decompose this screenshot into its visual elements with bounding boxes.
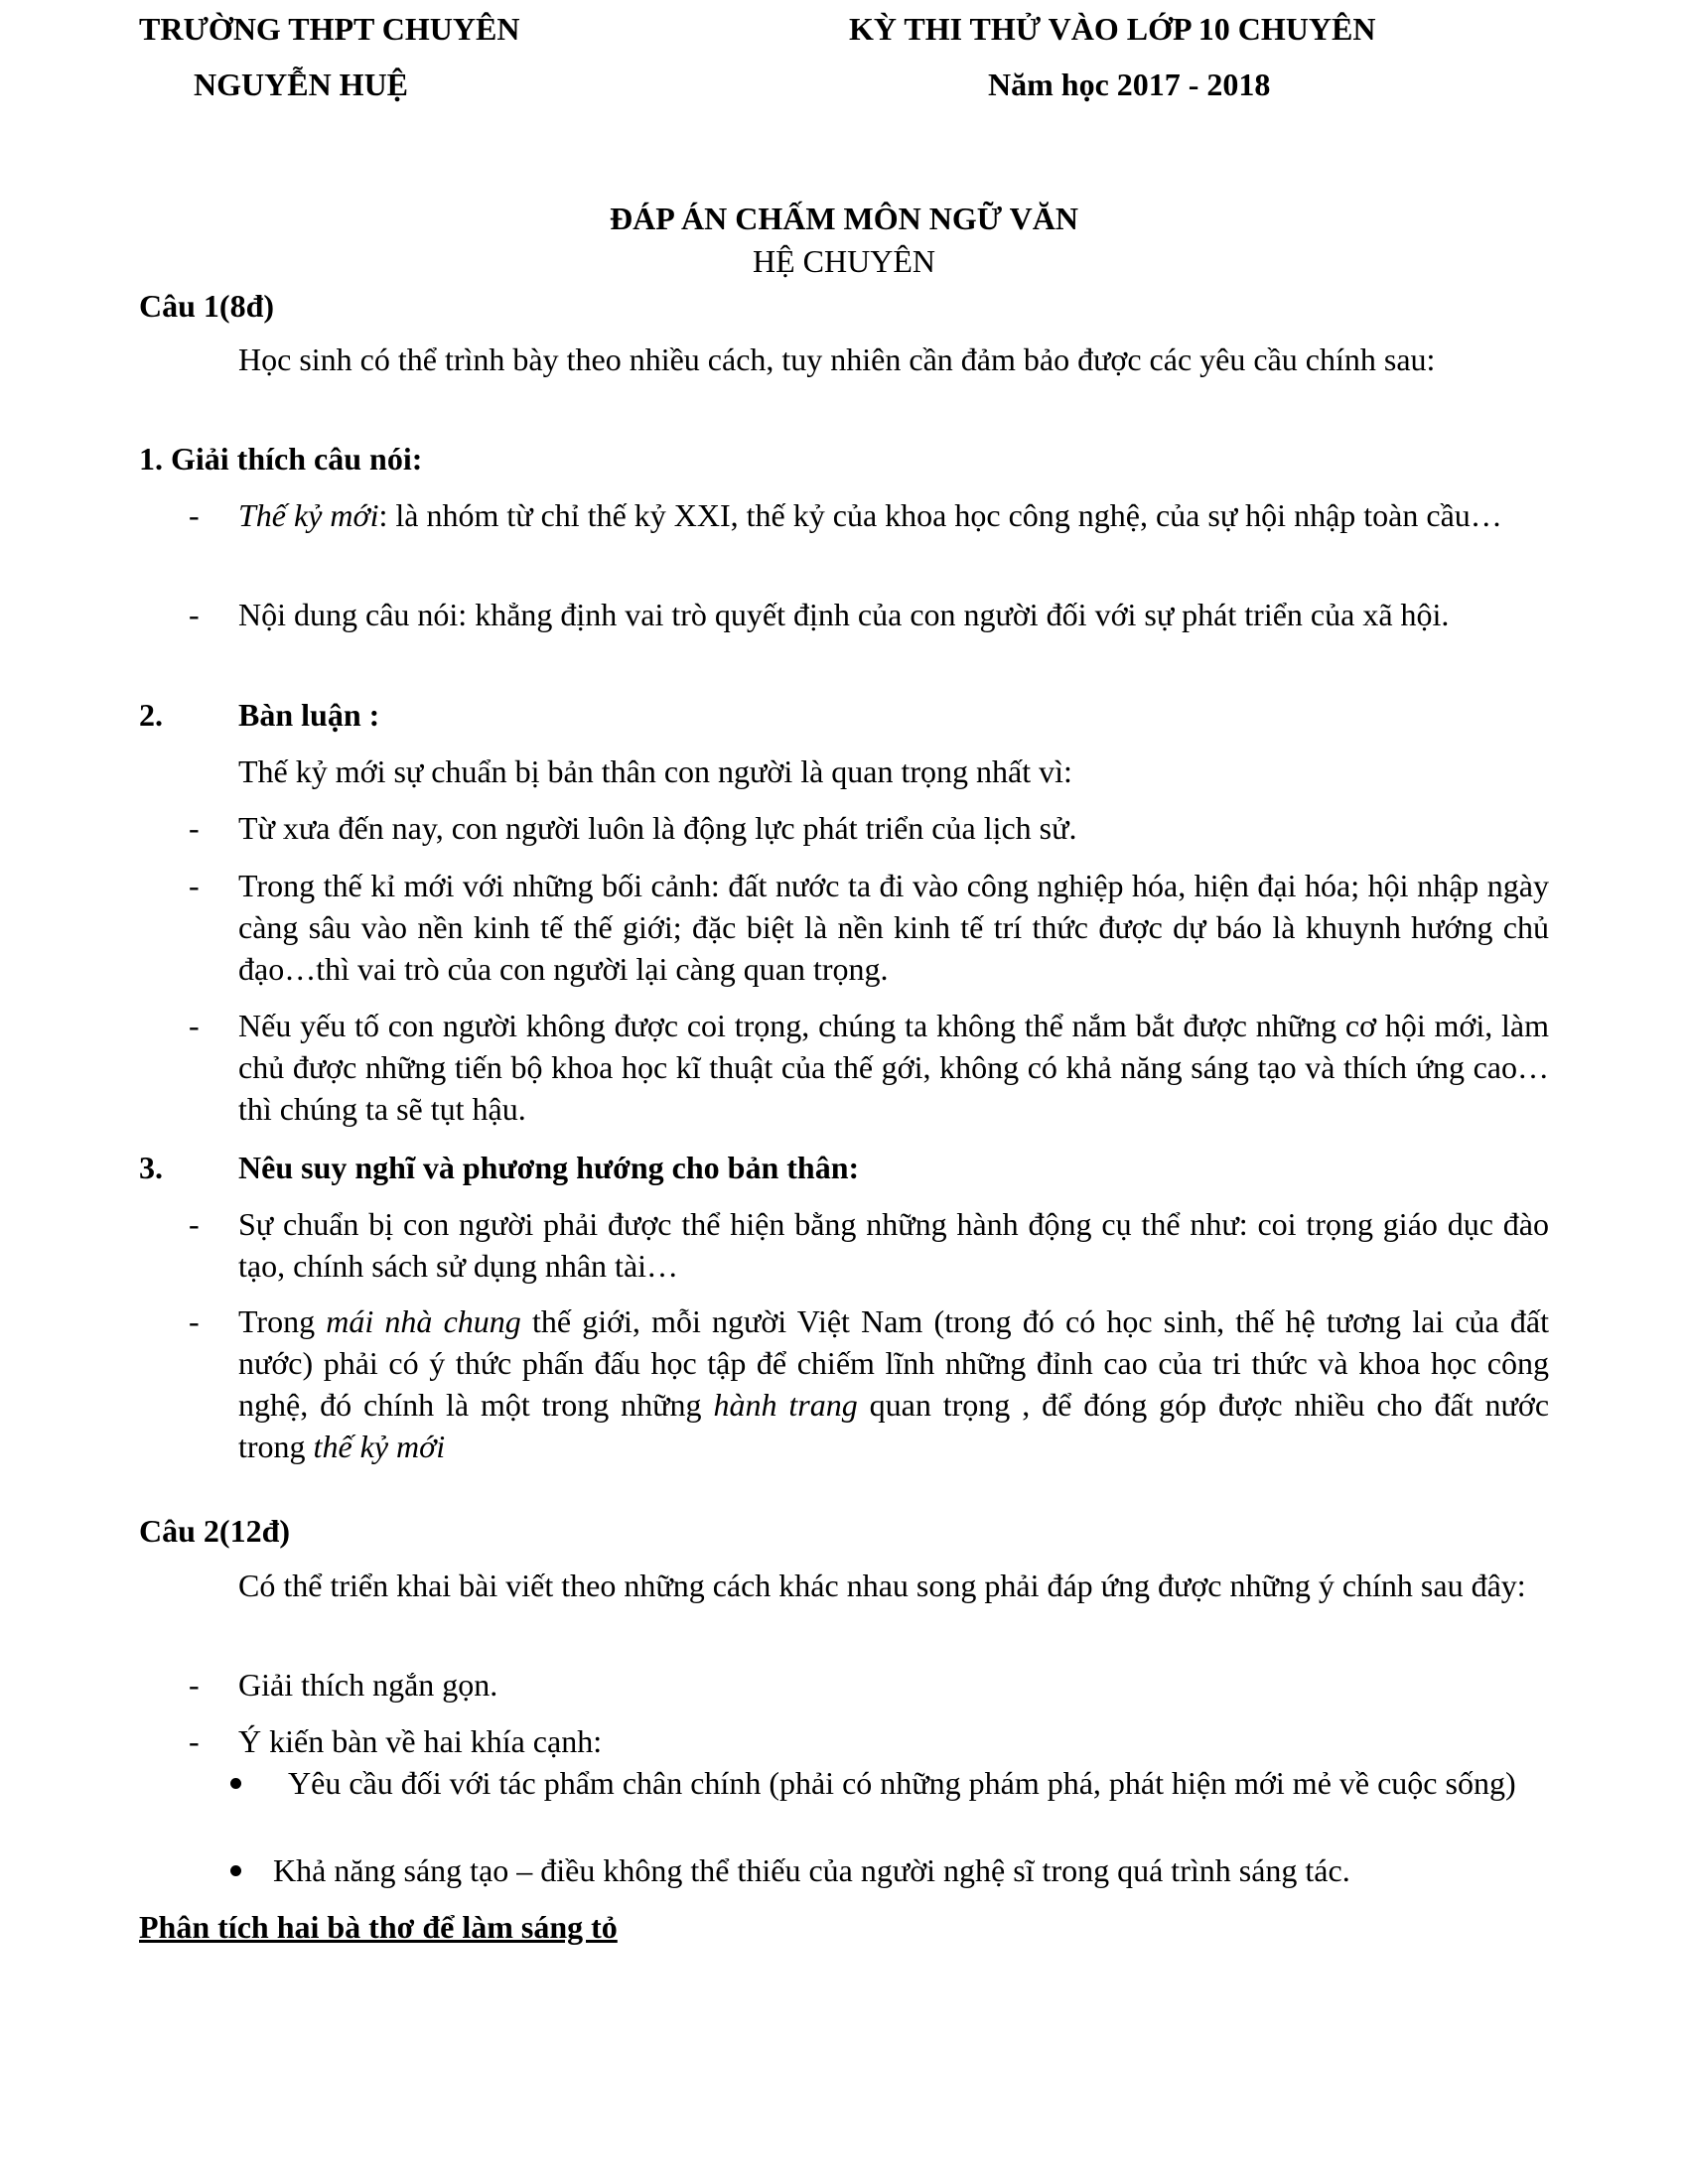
emphasis-text: thế kỷ mới — [313, 1429, 446, 1464]
bullet-text: Nếu yếu tố con người không được coi trọng, chúng ta không thể nắm bắt được những cơ hội mới, làm chủ được những tiến bộ khoa học kĩ thuật của thế gới, không có khả năng sáng tạo và thích ứng cao…thì chúng ta sẽ tụt hậu. — [238, 1008, 1549, 1127]
emphasis-text: hành trang — [713, 1387, 858, 1423]
bullet-text: Từ xưa đến nay, con người luôn là động lực phát triển của lịch sử. — [238, 810, 1077, 846]
emphasis-text: mái nhà chung — [326, 1303, 521, 1339]
emphasis-text: Thế kỷ mới — [238, 497, 379, 533]
bullet-text: Nội dung câu nói: khẳng định vai trò quyết định của con người đối với sự phát triển của xã hội. — [238, 597, 1450, 632]
question-2-heading: Câu 2(12đ) — [139, 1513, 291, 1549]
sub-bullet-text: Khả năng sáng tạo – điều không thể thiếu của người nghệ sĩ trong quá trình sáng tác. — [273, 1852, 1350, 1888]
analysis-heading: Phân tích hai bà thơ để làm sáng tỏ — [139, 1909, 618, 1945]
section-2-heading: Bàn luận : — [238, 697, 380, 733]
bullet-rest: : là nhóm từ chỉ thế kỷ XXI, thế kỷ của khoa học công nghệ, của sự hội nhập toàn cầu… — [378, 497, 1502, 533]
bullet-text: Ý kiến bàn về hai khía cạnh: — [238, 1723, 603, 1759]
sub-bullet-text: Yêu cầu đối với tác phẩm chân chính (phải có những phám phá, phát hiện mới mẻ về cuộc sống) — [288, 1765, 1516, 1801]
school-name-line2: NGUYỄN HUỆ — [194, 67, 409, 102]
bullet-dash: - — [189, 868, 200, 903]
bullet-dash: - — [189, 1303, 200, 1339]
bullet-text: Sự chuẩn bị con người phải được thể hiện bằng những hành động cụ thể như: coi trọng giáo dục đào tạo, chính sách sử dụng nhân tài… — [238, 1206, 1549, 1284]
section-3-heading: Nêu suy nghĩ và phương hướng cho bản thân: — [238, 1150, 860, 1185]
bullet-text: Giải thích ngắn gọn. — [238, 1667, 498, 1703]
bullet-dash: - — [189, 1723, 200, 1759]
document-subtitle: HỆ CHUYÊN — [753, 243, 935, 279]
bullet-dot-icon — [230, 1865, 241, 1876]
section-2-number: 2. — [139, 697, 163, 733]
document-title: ĐÁP ÁN CHẤM MÔN NGỮ VĂN — [610, 201, 1078, 236]
bullet-dash: - — [189, 1667, 200, 1703]
text-span: thế giới, mỗi người Việt Nam (trong đó có học sinh, thế hệ tương lai của đất nước) phải có ý thức phấn đấu học tập để chiếm lĩnh những đỉnh cao của tri thức và khoa học công nghệ, đó chính là một trong những — [238, 1303, 1550, 1423]
question-1-heading: Câu 1(8đ) — [139, 288, 275, 324]
bullet-dash: - — [189, 1206, 200, 1242]
bullet-dash: - — [189, 1008, 200, 1043]
school-name-line1: TRƯỜNG THPT CHUYÊN — [139, 11, 520, 47]
question-2-intro: Có thể triển khai bài viết theo những cách khác nhau song phải đáp ứng được những ý chính sau đây: — [238, 1568, 1526, 1603]
bullet-text: Trong thế kỉ mới với những bối cảnh: đất nước ta đi vào công nghiệp hóa, hiện đại hóa; hội nhập ngày càng sâu vào nền kinh tế thế giới; đặc biệt là nền kinh tế trí thức được dự báo là khuynh hướng chủ đạo…thì vai trò của con người lại càng quan trọng. — [238, 868, 1549, 987]
question-1-intro: Học sinh có thể trình bày theo nhiều cách, tuy nhiên cần đảm bảo được các yêu cầu chính sau: — [238, 341, 1436, 377]
bullet-text — [238, 494, 1549, 536]
exam-year: Năm học 2017 - 2018 — [988, 67, 1271, 102]
bullet-text — [238, 1300, 1549, 1467]
section-1-heading: 1. Giải thích câu nói: — [139, 441, 423, 477]
section-2-lead: Thế kỷ mới sự chuẩn bị bản thân con người là quan trọng nhất vì: — [238, 753, 1072, 789]
bullet-dash: - — [189, 810, 200, 846]
section-3-number: 3. — [139, 1150, 163, 1185]
bullet-dash: - — [189, 597, 200, 632]
text-span: Trong — [238, 1303, 327, 1339]
exam-name-line1: KỲ THI THỬ VÀO LỚP 10 CHUYÊN — [849, 11, 1376, 47]
bullet-dash: - — [189, 497, 200, 533]
bullet-dot-icon — [230, 1778, 241, 1789]
text-span: quan trọng , để đóng góp được nhiều cho đất nước trong — [238, 1387, 1550, 1464]
